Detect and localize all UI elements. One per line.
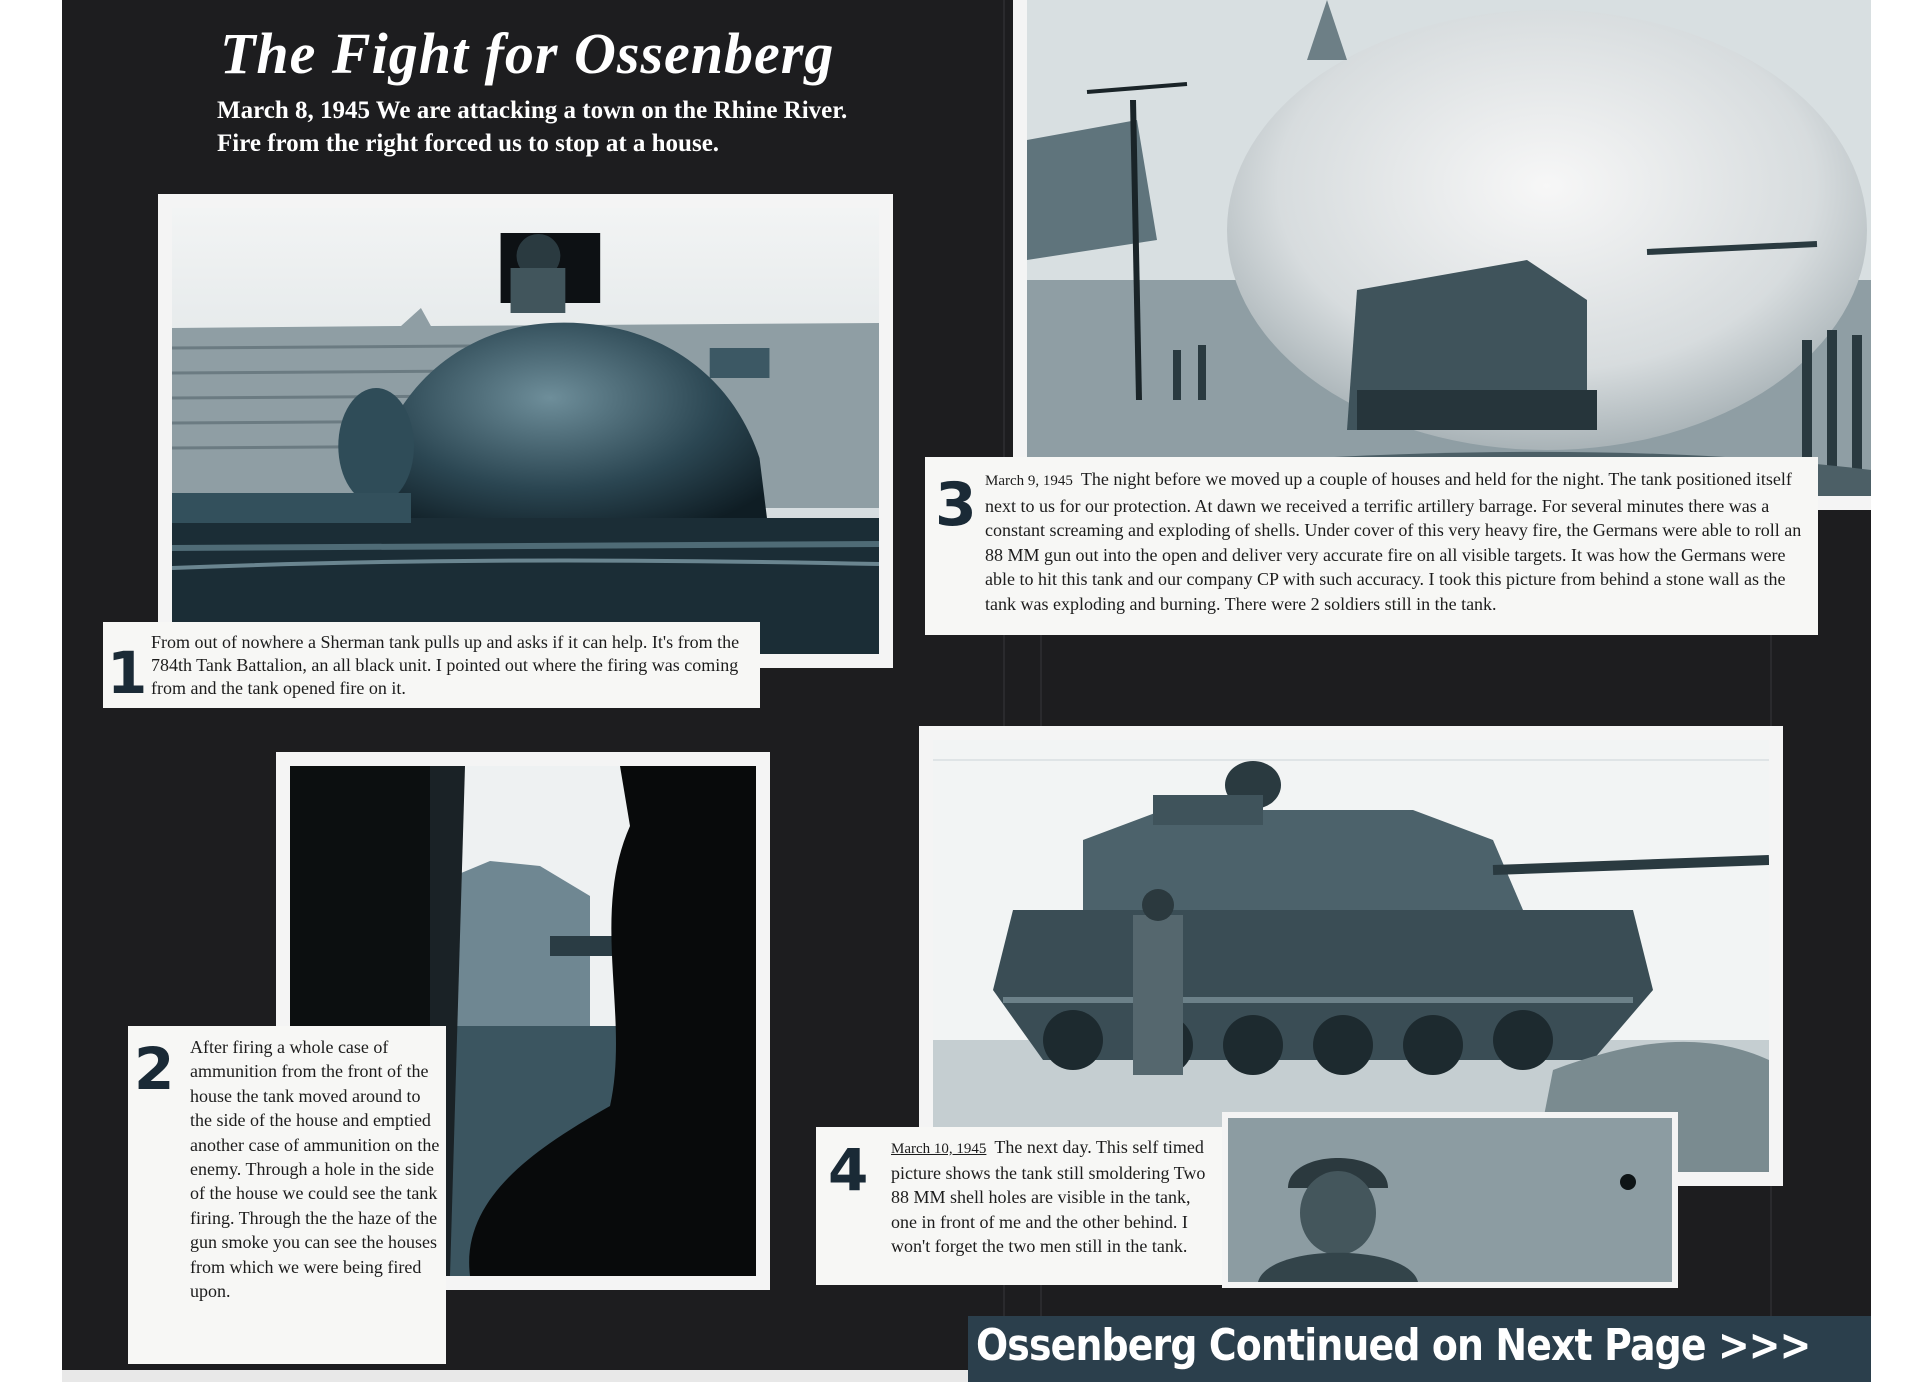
photo-smoldering-tank-image (933, 740, 1769, 1172)
caption-text (190, 1035, 440, 1303)
caption-body: The next day. This self timed picture shows the tank still smoldering Two 88 MM shell holes are visible in the tank, one in front of me and the other behind. I won't forget the two men still in the tank. (891, 1137, 1206, 1256)
caption-number: 4 (828, 1136, 869, 1204)
caption-3 (925, 457, 1818, 635)
caption-1 (103, 622, 760, 708)
caption-body: After firing a whole case of ammunition from the front of the house the tank moved around to the side of the house and emptied another case of ammunition on the enemy. Through a hole in the side of the house we could see the tank firing. Through the the haze of the gun smoke you can see the houses from which we were being fired upon. (190, 1037, 440, 1302)
photo-sherman-turret-image (172, 208, 879, 654)
caption-body: The night before we moved up a couple of houses and held for the night. The tank positioned itself next to us for our protection. At dawn we received a terrific artillery barrage. For several minutes there was a constant screaming and exploding of shells. Under cover of this very heavy fire, the Germans were able to roll an 88 MM gun out into the open and deliver very accurate fire on all visible targets. It was how the Germans were able to hit this tank and our company CP with such accuracy. I took this picture from behind a stone wall as the tank was exploding and burning. There were 2 soldiers still in the tank. (985, 469, 1802, 614)
caption-body: From out of nowhere a Sherman tank pulls up and asks if it can help. It's from the 784th Tank Battalion, an all black unit. I pointed out where the firing was coming from and the tank opened fire on it. (151, 632, 740, 698)
continue-next-page-text: Ossenberg Continued on Next Page >>> (976, 1320, 1811, 1371)
caption-number: 1 (107, 639, 148, 707)
caption-number: 3 (935, 470, 977, 540)
caption-2 (128, 1026, 446, 1364)
photo-exploding-tank (1013, 0, 1871, 510)
photo-exploding-tank-image (1027, 0, 1871, 496)
caption-text (891, 1135, 1217, 1258)
continue-banner (968, 1316, 1871, 1382)
caption-number: 2 (134, 1035, 175, 1103)
page-title: The Fight for Ossenberg (220, 21, 835, 86)
caption-text (985, 467, 1815, 616)
photo-soldier-inset-image (1228, 1118, 1672, 1282)
caption-date: March 9, 1945 (985, 473, 1073, 489)
photo-soldier-inset (1222, 1112, 1678, 1288)
caption-4 (816, 1127, 1222, 1285)
caption-text (151, 631, 755, 700)
caption-date: March 10, 1945 (891, 1141, 987, 1157)
photo-sherman-turret (158, 194, 893, 668)
page-subtitle: March 8, 1945 We are attacking a town on the Rhine River. Fire from the right forced us to stop at a house. (217, 97, 848, 157)
